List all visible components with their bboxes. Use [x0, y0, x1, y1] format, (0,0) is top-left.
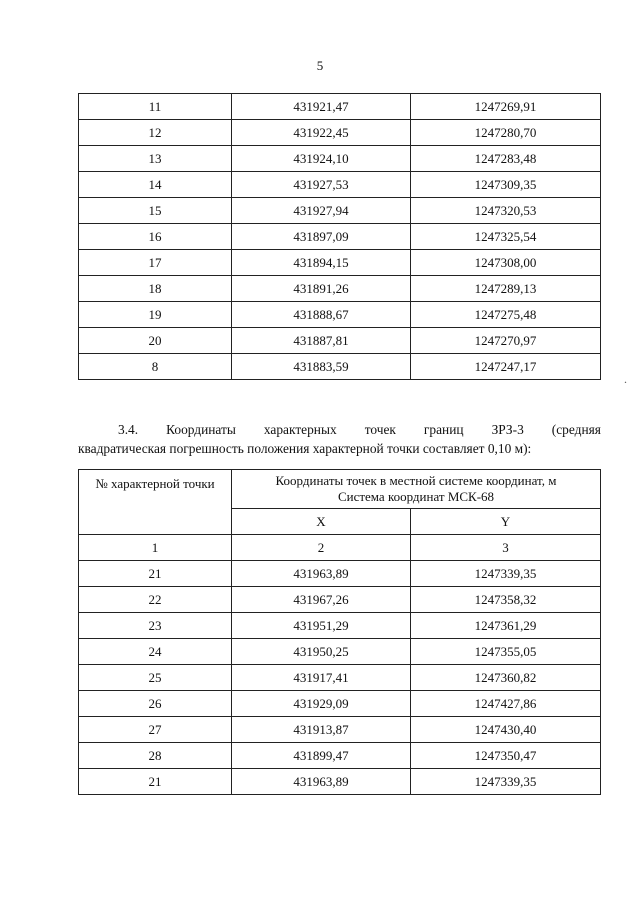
- column-number-row: [79, 535, 601, 561]
- table-row: [79, 587, 601, 613]
- table-row: [79, 250, 601, 276]
- x-coordinate-cell: 431891,26: [232, 276, 411, 302]
- header-coordinate-system-line-2: Система координат МСК-68: [337, 489, 495, 504]
- y-coordinate-cell: 1247361,29: [411, 613, 601, 639]
- point-number-cell: 22: [79, 587, 232, 613]
- x-coordinate-cell: 431913,87: [232, 717, 411, 743]
- point-number-cell: 21: [79, 561, 232, 587]
- table-row: [79, 354, 601, 380]
- header-y: Y: [411, 509, 601, 535]
- x-coordinate-cell: 431897,09: [232, 224, 411, 250]
- page-number: 5: [316, 58, 324, 73]
- point-number-cell: 8: [79, 354, 232, 380]
- x-coordinate-cell: 431963,89: [232, 769, 411, 795]
- heading-word: характерных: [263, 422, 337, 437]
- x-coordinate-cell: 431894,15: [232, 250, 411, 276]
- x-coordinate-cell: 431922,45: [232, 120, 411, 146]
- header-coordinate-system-line-1: Координаты точек в местной системе координат, м: [275, 473, 557, 488]
- point-number-cell: 13: [79, 146, 232, 172]
- section-heading-line-1: [78, 420, 601, 439]
- point-number-cell: 20: [79, 328, 232, 354]
- section-heading-line-2: квадратическая погрешность положения характерной точки составляет 0,10 м):: [78, 441, 532, 456]
- point-number-cell: 12: [79, 120, 232, 146]
- table-row: [79, 276, 601, 302]
- table-row: [79, 561, 601, 587]
- point-number-cell: 25: [79, 665, 232, 691]
- point-number-cell: 28: [79, 743, 232, 769]
- y-coordinate-cell: 1247339,35: [411, 561, 601, 587]
- table-row: [79, 198, 601, 224]
- table-row: [79, 691, 601, 717]
- table-row: [79, 94, 601, 120]
- y-coordinate-cell: 1247427,86: [411, 691, 601, 717]
- point-number-cell: 15: [79, 198, 232, 224]
- table-row: [79, 665, 601, 691]
- y-coordinate-cell: 1247355,05: [411, 639, 601, 665]
- y-coordinate-cell: 1247339,35: [411, 769, 601, 795]
- table-row: [79, 328, 601, 354]
- y-coordinate-cell: 1247358,32: [411, 587, 601, 613]
- x-coordinate-cell: 431924,10: [232, 146, 411, 172]
- y-coordinate-cell: 1247275,48: [411, 302, 601, 328]
- point-number-cell: 24: [79, 639, 232, 665]
- point-number-cell: 27: [79, 717, 232, 743]
- table-header-row: [79, 470, 601, 509]
- x-coordinate-cell: 431951,29: [232, 613, 411, 639]
- y-coordinate-cell: 1247289,13: [411, 276, 601, 302]
- x-coordinate-cell: 431917,41: [232, 665, 411, 691]
- point-number-cell: 11: [79, 94, 232, 120]
- y-coordinate-cell: 1247360,82: [411, 665, 601, 691]
- x-coordinate-cell: 431929,09: [232, 691, 411, 717]
- x-coordinate-cell: 431967,26: [232, 587, 411, 613]
- x-coordinate-cell: 431883,59: [232, 354, 411, 380]
- table-row: [79, 120, 601, 146]
- table-row: [79, 146, 601, 172]
- table-row: [79, 769, 601, 795]
- point-number-cell: 17: [79, 250, 232, 276]
- y-coordinate-cell: 1247283,48: [411, 146, 601, 172]
- point-number-cell: 21: [79, 769, 232, 795]
- table-row: [79, 743, 601, 769]
- point-number-cell: 23: [79, 613, 232, 639]
- column-number-3: 3: [411, 535, 601, 561]
- y-coordinate-cell: 1247350,47: [411, 743, 601, 769]
- x-coordinate-cell: 431927,94: [232, 198, 411, 224]
- point-number-cell: 16: [79, 224, 232, 250]
- y-coordinate-cell: 1247309,35: [411, 172, 601, 198]
- table-row: [79, 302, 601, 328]
- y-coordinate-cell: 1247430,40: [411, 717, 601, 743]
- y-coordinate-cell: 1247325,54: [411, 224, 601, 250]
- x-coordinate-cell: 431963,89: [232, 561, 411, 587]
- header-point-number: № характерной точки: [79, 470, 232, 535]
- x-coordinate-cell: 431921,47: [232, 94, 411, 120]
- y-coordinate-cell: 1247320,53: [411, 198, 601, 224]
- table-row: [79, 717, 601, 743]
- table-row: [79, 172, 601, 198]
- x-coordinate-cell: 431899,47: [232, 743, 411, 769]
- table-row: [79, 639, 601, 665]
- heading-word: точек: [364, 422, 396, 437]
- y-coordinate-cell: 1247269,91: [411, 94, 601, 120]
- y-coordinate-cell: 1247270,97: [411, 328, 601, 354]
- column-number-1: 1: [79, 535, 232, 561]
- point-number-cell: 19: [79, 302, 232, 328]
- x-coordinate-cell: 431950,25: [232, 639, 411, 665]
- header-x: X: [232, 509, 411, 535]
- table-row: [79, 224, 601, 250]
- y-coordinate-cell: 1247247,17: [411, 354, 601, 380]
- stray-mark: .: [624, 372, 627, 386]
- y-coordinate-cell: 1247308,00: [411, 250, 601, 276]
- heading-word: Координаты: [166, 422, 236, 437]
- table-row: [79, 613, 601, 639]
- column-number-2: 2: [232, 535, 411, 561]
- point-number-cell: 26: [79, 691, 232, 717]
- heading-word: 3.4.: [118, 422, 139, 437]
- heading-word: границ: [423, 422, 464, 437]
- x-coordinate-cell: 431888,67: [232, 302, 411, 328]
- x-coordinate-cell: 431927,53: [232, 172, 411, 198]
- header-coordinate-system: [232, 470, 601, 509]
- coordinates-table-zrz-3: [78, 469, 601, 795]
- section-3-4-heading: [78, 420, 601, 458]
- x-coordinate-cell: 431887,81: [232, 328, 411, 354]
- coordinates-table-continued: [78, 93, 601, 380]
- point-number-cell: 18: [79, 276, 232, 302]
- heading-word: (средняя: [551, 422, 601, 437]
- point-number-cell: 14: [79, 172, 232, 198]
- y-coordinate-cell: 1247280,70: [411, 120, 601, 146]
- heading-word: ЗРЗ-3: [491, 422, 524, 437]
